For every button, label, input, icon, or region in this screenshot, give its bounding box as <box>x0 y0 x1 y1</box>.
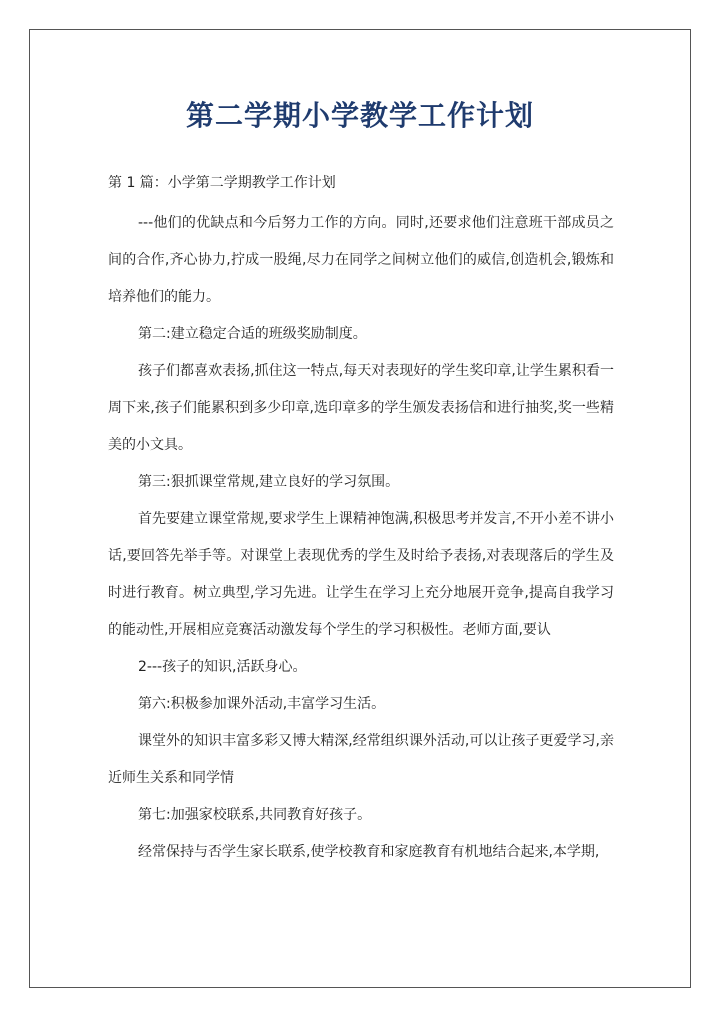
paragraph: ---他们的优缺点和今后努力工作的方向。同时,还要求他们注意班干部成员之间的合作,齐心协力,拧成一股绳,尽力在同学之间树立他们的威信,创造机会,锻炼和培养他们的能力。 <box>108 215 614 305</box>
paragraph: 2---孩子的知识,活跃身心。 <box>138 659 307 675</box>
paragraph: 第二:建立稳定合适的班级奖励制度。 <box>138 326 367 342</box>
paragraph: 第六:积极参加课外活动,丰富学习生活。 <box>138 696 386 712</box>
paragraph: 首先要建立课堂常规,要求学生上课精神饱满,积极思考并发言,不开小差不讲小话,要回答先举手等。对课堂上表现优秀的学生及时给予表扬,对表现落后的学生及时进行教育。树立典型,学习先进。让学生在学习上充分地展开竞争,提高自我学习的能动性,开展相应竞赛活动激发每个学生的学习积极性。老师方面,要认 <box>108 511 614 638</box>
section-heading: 第 1 篇：小学第二学期教学工作计划 <box>108 175 336 191</box>
document-body <box>108 205 614 871</box>
document-title: 第二学期小学教学工作计划 <box>185 99 534 132</box>
paragraph: 第七:加强家校联系,共同教育好孩子。 <box>138 807 372 823</box>
paragraph: 第三:狠抓课堂常规,建立良好的学习氛围。 <box>138 474 400 490</box>
paragraph: 经常保持与否学生家长联系,使学校教育和家庭教育有机地结合起来,本学期, <box>138 844 600 860</box>
paragraph: 孩子们都喜欢表扬,抓住这一特点,每天对表现好的学生奖印章,让学生累积看一周下来,孩子们能累积到多少印章,选印章多的学生颁发表扬信和进行抽奖,奖一些精美的小文具。 <box>108 363 614 453</box>
paragraph: 课堂外的知识丰富多彩又博大精深,经常组织课外活动,可以让孩子更爱学习,亲近师生关系和同学情 <box>108 733 614 786</box>
